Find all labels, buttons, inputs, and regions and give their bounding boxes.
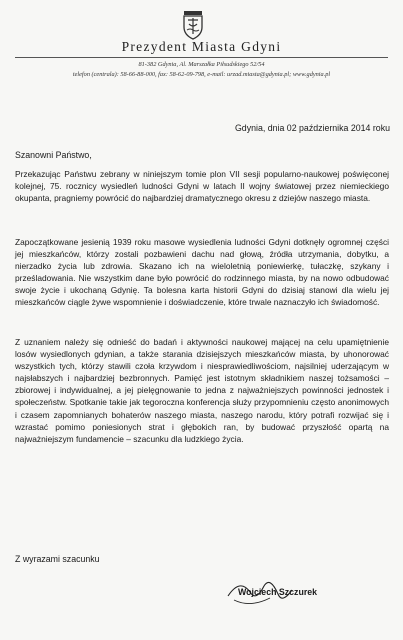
paragraph: Przekazując Państwu zebrany w niniejszym tomie plon VII sesji popularno-naukowej poświęconej kolejnej, 75. rocznicy wysiedleń ludności Gdyni w latach II wojny światowej przez niemieckiego okupanta, pragniemy powrócić do najbardziej dramatycznego okresu z dziejów naszego miasta. xyxy=(15,169,389,204)
letter-date: Gdynia, dnia 02 października 2014 roku xyxy=(234,123,390,133)
closing-phrase: Z wyrazami szacunku xyxy=(15,554,100,564)
letterhead-title: Prezydent Miasta Gdyni xyxy=(121,39,282,54)
city-crest-icon xyxy=(181,10,205,40)
signatory-name: Wojciech Szczurek xyxy=(238,587,318,597)
letterhead-contact: telefon (centrala): 58-66-88-000, fax: 58-62-09-798, e-mail: urzad.miasta@gdynia.pl; www.gdynia.pl xyxy=(72,71,331,78)
salutation: Szanowni Państwo, xyxy=(15,150,92,160)
letterhead-address: 81-382 Gdynia, Al. Marszałka Piłsudskiego 52/54 xyxy=(138,61,265,68)
paragraph: Z uznaniem należy się odnieść do badań i aktywności naukowej mającej na celu upamiętnienie losów wysiedlonych gdynian, a także starania dzisiejszych mieszkańców miasta, by uhonorować wszystkich tych, którzy stawili czoła krzywdom i niesprawiedliwościom, najsilniej uderzającym w najsłabszych i najbardziej bezbronnych. Pamięć jest istotnym składnikiem naszej tożsamości – zbiorowej i indywidualnej, a jej pielęgnowanie to jedna z najważniejszych powinności jednostek i społeczeństw. Spotkanie takie jak tegoroczna konferencja służy przypomnieniu często anonimowych i czasem zapomnianych bohaterów naszego miasta, naszego narodu, który potrafi rozwijać się i wzrastać pomimo poniesionych strat i głębokich ran, by budować przyszłość opartą na najważniejszym fundamencie – szacunku dla ludzkiego życia. xyxy=(15,337,389,444)
paragraph: Zapoczątkowane jesienią 1939 roku masowe wysiedlenia ludności Gdyni dotknęły ogromnej części jej mieszkańców, którzy zostali pozbawieni dachu nad głową, źródła utrzymania, dobytku, a nierzadko życia lub zdrowia. Skazano ich na wieloletnią poniewierkę, tułaczkę, szykany i prześladowania. Nie wszystkim dane było powrócić do rodzinnego miasta, by na nowo odbudować swoje życie i ukochaną Gdynię. Ta bolesna karta historii Gdyni do dzisiaj stanowi dla wielu jej mieszkańców ciągle żywe wspomnienie i doświadczenie, które trwale naznaczyło ich świadomość. xyxy=(15,237,389,308)
letterhead-divider xyxy=(15,57,388,58)
